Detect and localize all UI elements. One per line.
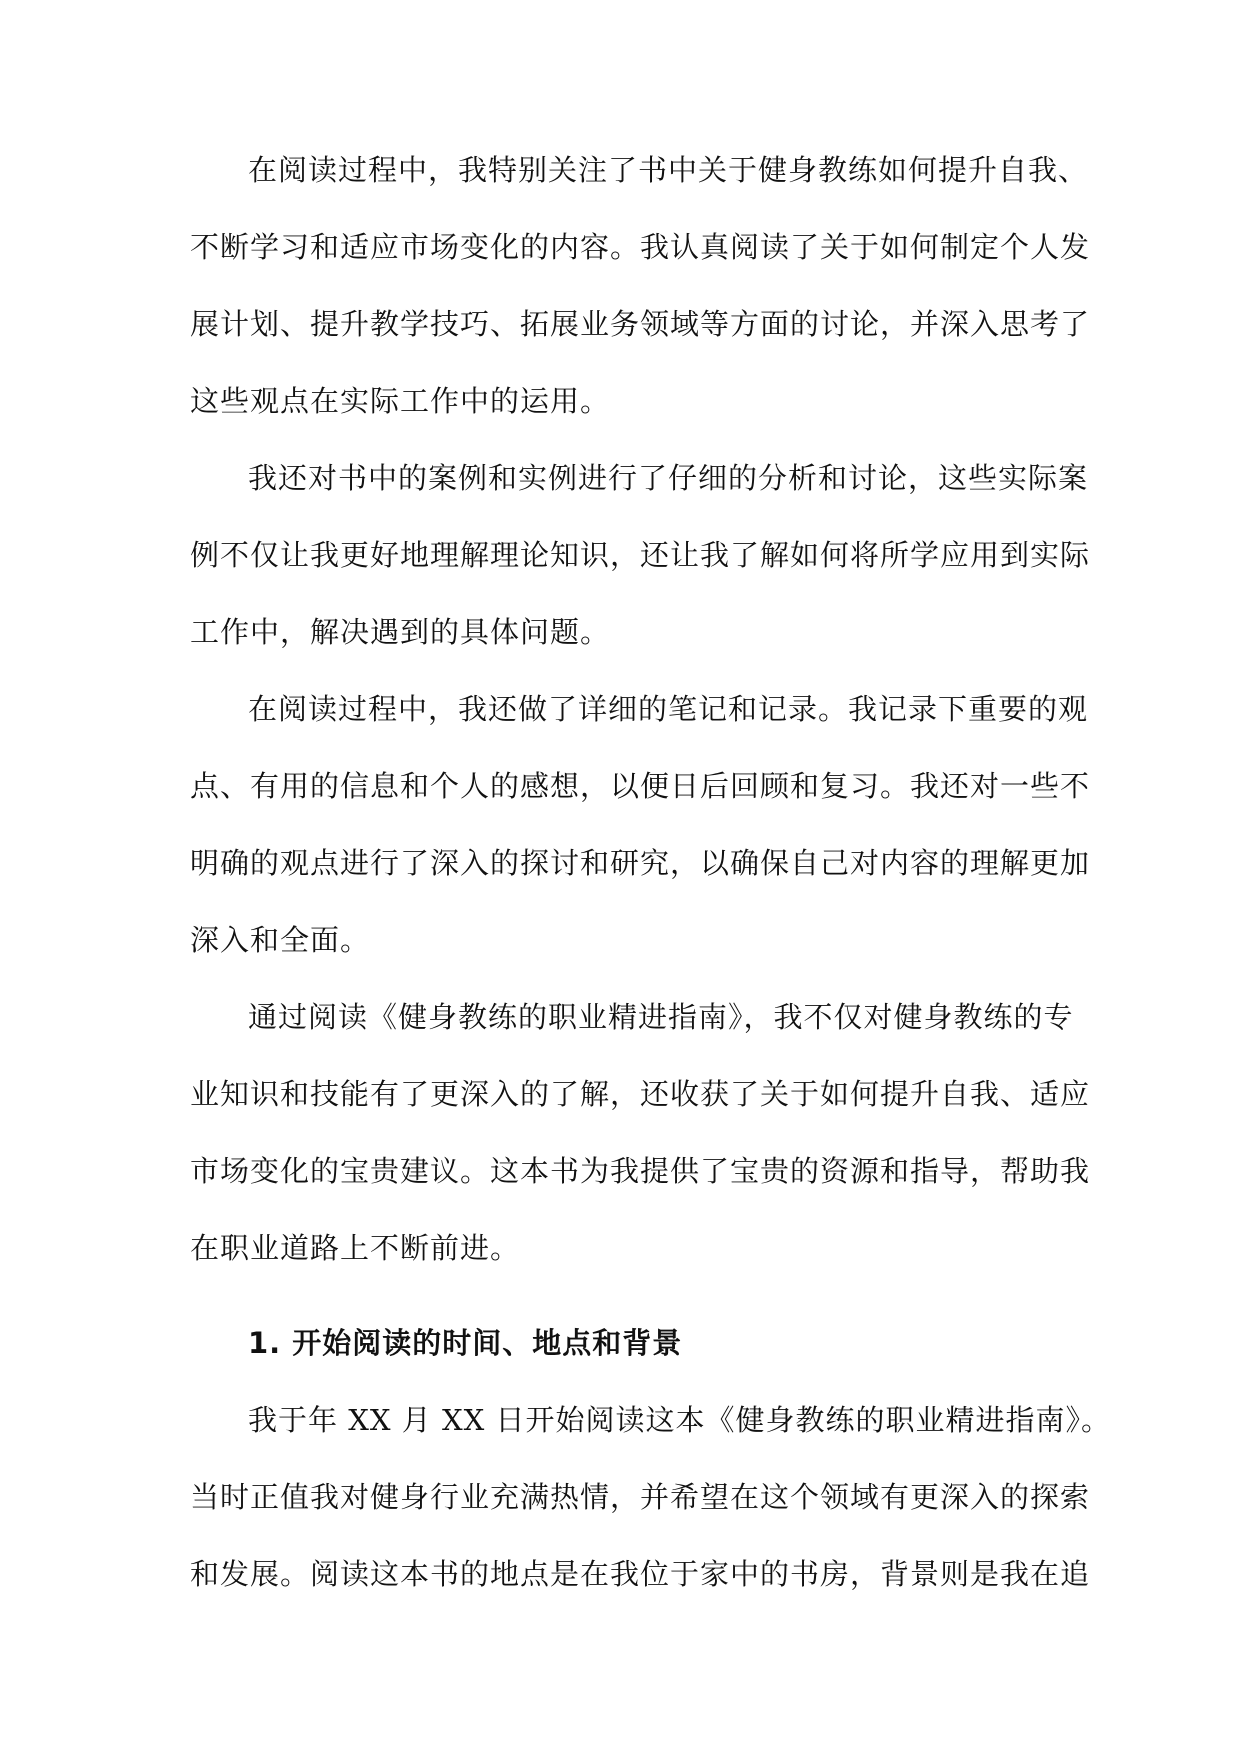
paragraph-line: 在职业道路上不断前进。 xyxy=(190,1231,521,1265)
paragraph-line: 点、有用的信息和个人的感想，以便日后回顾和复习。我还对一些不 xyxy=(190,769,1091,803)
paragraph-line: 明确的观点进行了深入的探讨和研究，以确保自己对内容的理解更加 xyxy=(190,846,1091,880)
paragraph-line: 工作中，解决遇到的具体问题。 xyxy=(190,615,611,649)
paragraph-line: 我于年 XX 月 XX 日开始阅读这本《健身教练的职业精进指南》。 xyxy=(248,1403,1111,1437)
paragraph-line: 例不仅让我更好地理解理论知识，还让我了解如何将所学应用到实际 xyxy=(190,538,1091,572)
paragraph-line: 在阅读过程中，我特别关注了书中关于健身教练如何提升自我、 xyxy=(248,153,1089,187)
paragraph-line: 不断学习和适应市场变化的内容。我认真阅读了关于如何制定个人发 xyxy=(190,230,1091,264)
paragraph-line: 通过阅读《健身教练的职业精进指南》，我不仅对健身教练的专 xyxy=(248,1000,1074,1034)
paragraph-line: 深入和全面。 xyxy=(190,923,371,957)
paragraph-line: 市场变化的宝贵建议。这本书为我提供了宝贵的资源和指导，帮助我 xyxy=(190,1154,1091,1188)
paragraph-line: 这些观点在实际工作中的运用。 xyxy=(190,384,611,418)
paragraph-line: 当时正值我对健身行业充满热情，并希望在这个领域有更深入的探索 xyxy=(190,1480,1091,1514)
paragraph-line: 和发展。阅读这本书的地点是在我位于家中的书房，背景则是我在追 xyxy=(190,1557,1091,1591)
paragraph-line: 我还对书中的案例和实例进行了仔细的分析和讨论，这些实际案 xyxy=(248,461,1089,495)
paragraph-line: 在阅读过程中，我还做了详细的笔记和记录。我记录下重要的观 xyxy=(248,692,1089,726)
section-heading: 1. 开始阅读的时间、地点和背景 xyxy=(248,1326,683,1360)
paragraph-line: 展计划、提升教学技巧、拓展业务领域等方面的讨论，并深入思考了 xyxy=(190,307,1091,341)
paragraph-line: 业知识和技能有了更深入的了解，还收获了关于如何提升自我、适应 xyxy=(190,1077,1091,1111)
